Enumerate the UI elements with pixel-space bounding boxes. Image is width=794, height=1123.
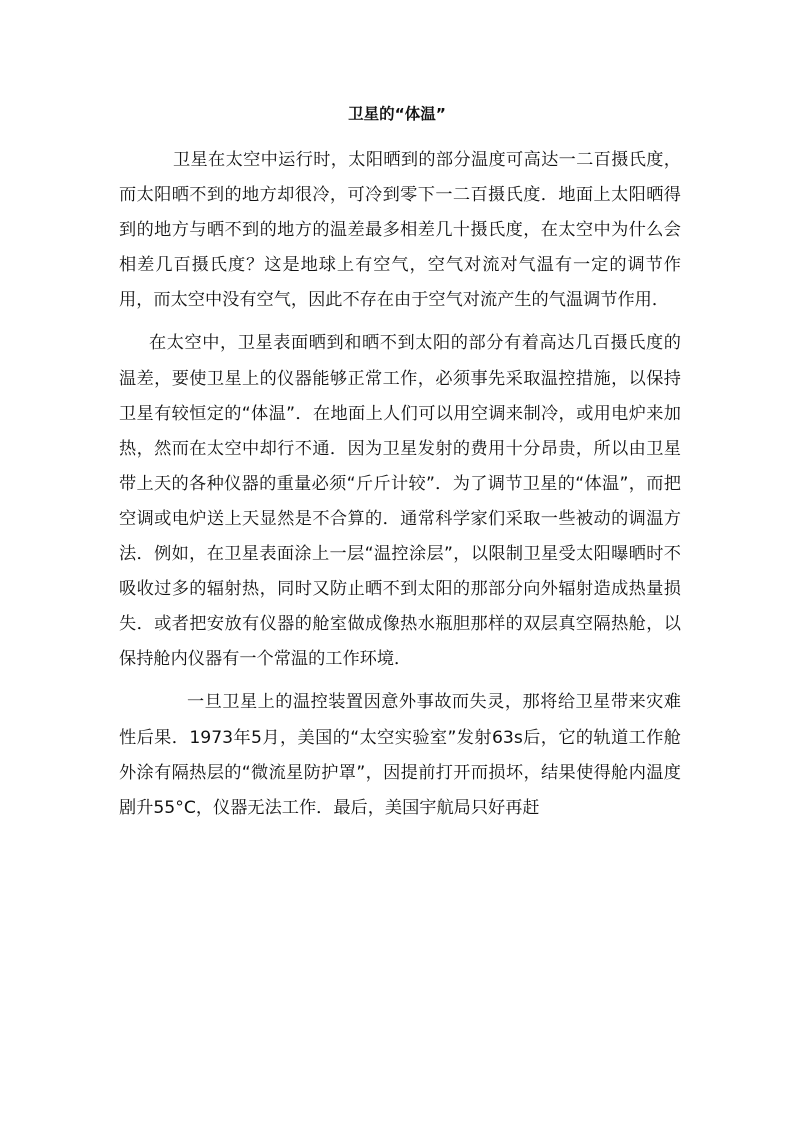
document-title: 卫星的“体温”: [348, 105, 446, 123]
paragraph-2: 在太空中，卫星表面晒到和晒不到太阳的部分有着高达几百摄氏度的温差，要使卫星上的仪器能够正常工作，必须事先采取温控措施，以保持卫星有较恒定的“体温”．在地面上人们可以用空调来制冷，或用电炉来加热，然而在太空中却行不通．因为卫星发射的费用十分昂贵，所以由卫星带上天的各种仪器的重量必须“斤斤计较”．为了调节卫星的“体温”，而把空调或电炉送上天显然是不合算的．通常科学家们采取一些被动的调温方法．例如，在卫星表面涂上一层“温控涂层”，以限制卫星受太阳曝晒时不吸收过多的辐射热，同时又防止晒不到太阳的那部分向外辐射造成热量损失．或者把安放有仪器的舱室做成像热水瓶胆那样的双层真空隔热舱，以保持舱内仪器有一个常温的工作环境．: [119, 333, 681, 670]
paragraph-1: 卫星在太空中运行时，太阳晒到的部分温度可高达一二百摄氏度，而太阳晒不到的地方却很冷，可冷到零下一二百摄氏度．地面上太阳晒得到的地方与晒不到的地方的温差最多相差几十摄氏度，在太空中为什么会相差几百摄氏度？这是地球上有空气，空气对流对气温有一定的调节作用，而太空中没有空气，因此不存在由于空气对流产生的气温调节作用．: [119, 150, 681, 311]
paragraph-3: 一旦卫星上的温控装置因意外事故而失灵，那将给卫星带来灾难性后果．1973年5月，美国的“太空实验室”发射63s后，它的轨道工作舱外涂有隔热层的“微流星防护罩”，因提前打开而损坏，结果使得舱内温度剧升55°C，仪器无法工作．最后，美国宇航局只好再赶: [119, 692, 681, 818]
document-body: [119, 143, 681, 826]
